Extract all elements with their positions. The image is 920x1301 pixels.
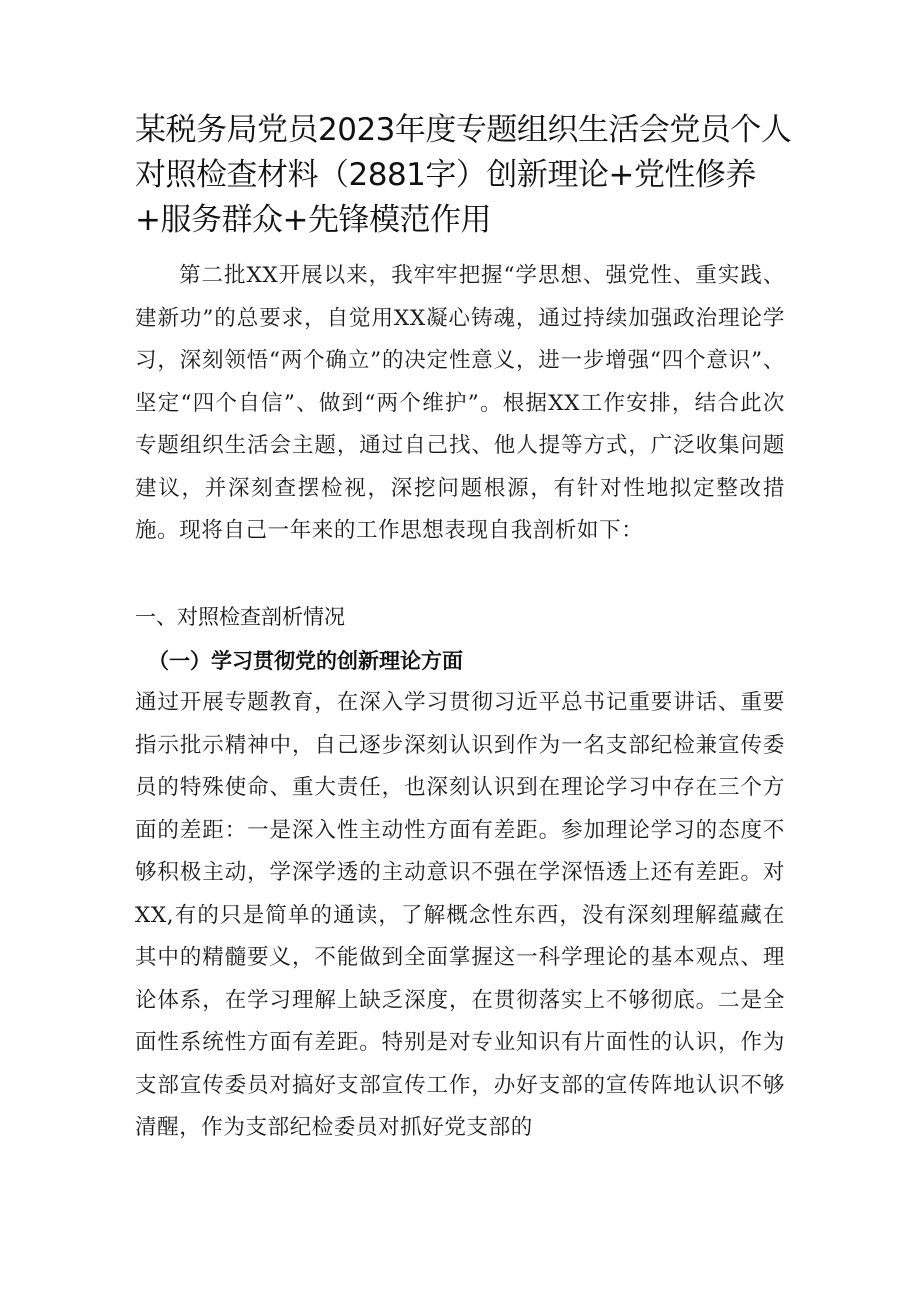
document-title: 某税务局党员2023年度专题组织生活会党员个人对照检查材料（2881字）创新理论+党性修养+服务群众+先锋模范作用	[135, 112, 792, 238]
intro-paragraph: 第二批XX开展以来，我牢牢把握“学思想、强党性、重实践、建新功”的总要求，自觉用XX凝心铸魂，通过持续加强政治理论学习，深刻领悟“两个确立”的决定性意义，进一步增强“四个意识”、坚定“四个自信”、做到“两个维护”。根据XX工作安排，结合此次专题组织生活会主题，通过自己找、他人提等方式，广泛收集问题建议，并深刻查摆检视，深挖问题根源，有针对性地拟定整改措施。现将自己一年来的工作思想表现自我剖析如下：	[135, 263, 785, 543]
subsection-paragraph: 通过开展专题教育，在深入学习贯彻习近平总书记重要讲话、重要指示批示精神中，自己逐步深刻认识到作为一名支部纪检兼宣传委员的特殊使命、重大责任，也深刻认识到在理论学习中存在三个方面的差距：一是深入性主动性方面有差距。参加理论学习的态度不够积极主动，学深学透的主动意识不强在学深悟透上还有差距。对XX,有的只是简单的通读，了解概念性东西，没有深刻理解蕴藏在其中的精髓要义，不能做到全面掌握这一科学理论的基本观点、理论体系，在学习理解上缺乏深度，在贯彻落实上不够彻底。二是全面性系统性方面有差距。特别是对专业知识有片面性的认识，作为支部宣传委员对搞好支部宣传工作，办好支部的宣传阵地认识不够清醒，作为支部纪检委员对抓好党支部的	[135, 690, 785, 1140]
section-heading: 一、对照检查剖析情况	[135, 605, 345, 629]
subsection-heading: （一）学习贯彻党的创新理论方面	[148, 648, 463, 673]
